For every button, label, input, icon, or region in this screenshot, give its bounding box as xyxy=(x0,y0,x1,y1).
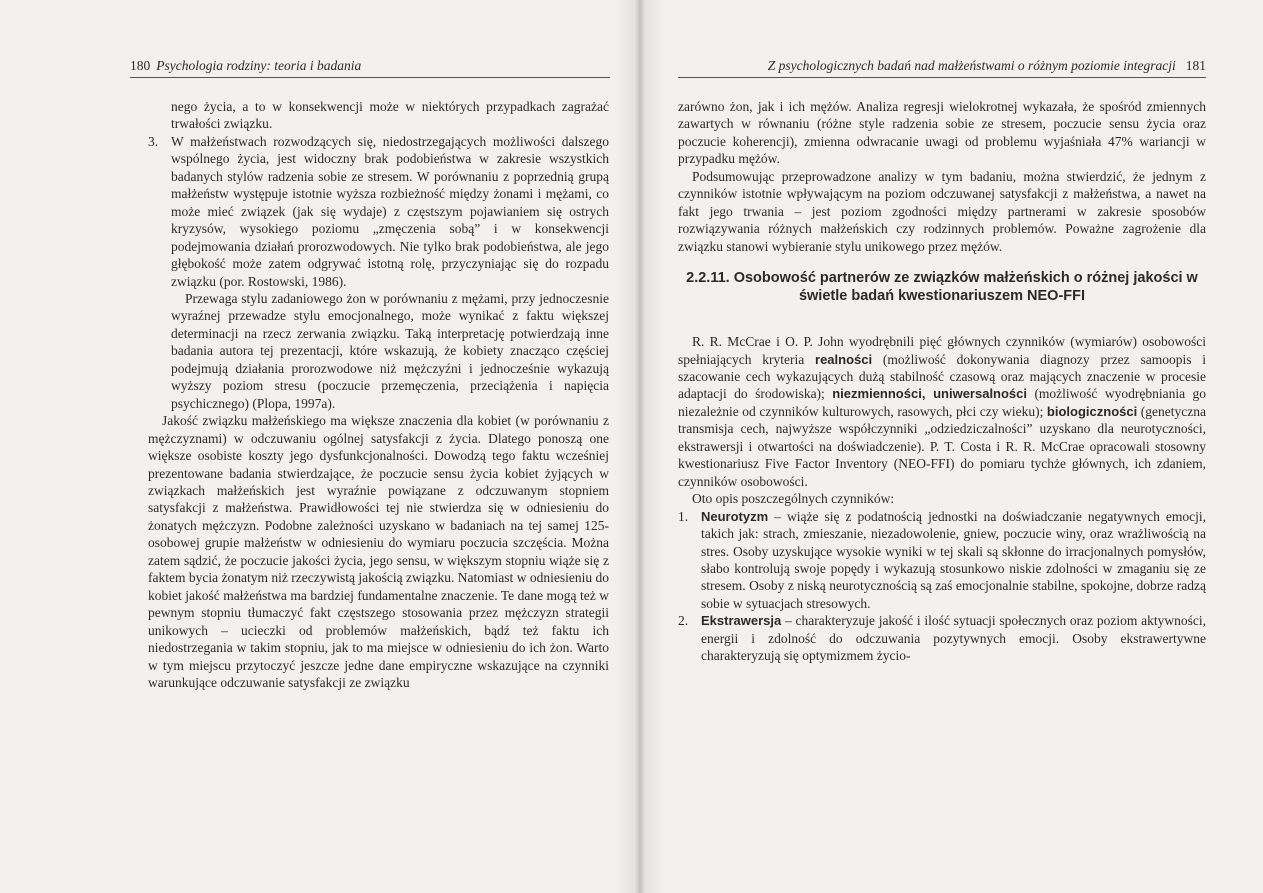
left-page xyxy=(0,0,630,893)
factor-name: Ekstrawersja xyxy=(701,613,782,629)
intro-paragraph: R. R. McCrae i O. P. John wyodrębnili pięć głównych czynników (wymiarów) osobowości spełniających kryteria realności (możliwość dokonywania diagnozy przez samoopis i szacowanie cech wykazujących dużą stabilność czasową oraz mających znaczenie w procesie adaptacji do środowiska); niezmienności, uniwersalności (możliwość wyodrębniania go niezależnie od czynników kulturowych, rasowych, płci czy wieku); biologiczności (genetyczna transmisja cech, najwyższe współczynniki „odziedziczalności” uzyskano dla neurotyczności, ekstrawersji i otwartości na doświadczenie). P. T. Costa i R. R. McCrae opracowali stosowny kwestionariusz Five Factor Inventory (NEO-FFI) do pomiaru tychże głównych, ich zdaniem, czynników osobowości. xyxy=(678,334,1206,489)
right-body xyxy=(678,98,1206,665)
list-item-continued: Przewaga stylu zadaniowego żon w porównaniu z mężami, przy jednoczesnie wyraźnej przewadze stylu emocjonalnego, może wynikać z faktu większej determinacji na rzecz zerwania związku. Taką interpretację potwierdzają inne badania autora tej prezentacji, które wskazują, że kobiety znacząco częściej podejmują działania prorozwodowe niż mężczyźni i jednocześnie wykazują wyższy poziom stresu (poczucie przemęczenia, przeciążenia i napięcia psychicznego) (Plopa, 1997a). xyxy=(171,290,609,411)
factor-name: Neurotyzm xyxy=(701,508,769,524)
section-heading: 2.2.11. Osobowość partnerów ze związków małżeńskich o różnej jakości w świetle badań kwestionariuszem NEO-FFI xyxy=(686,270,1198,305)
left-body xyxy=(148,98,609,691)
running-title: Psychologia rodziny: teoria i badania xyxy=(156,58,362,73)
list-number: 3. xyxy=(148,133,159,149)
list-item: 1. Neurotyzm – wiąże się z podatnością jednostki na doświadczanie negatywnych emocji, takich jak: strach, zmieszanie, niezadowolenie, gniew, poczucie winy, oraz wrażliwością na stres. Osoby uzyskujące wysokie wyniki w tej skali są skłonne do irracjonalnych pomysłów, słabo kontrolują swoje popędy i wykazują stosunkowo niskie zdolności w zmaganiu się ze stresem. Osoby z niską neurotycznością są zaś emocjonalnie stabilne, spokojne, dobrze radzą sobie w sytuacjach stresowych. xyxy=(678,508,1206,611)
list-item-text: W małżeństwach rozwodzących się, niedostrzegających możliwości dalszego wspólnego życia, jest widoczny brak podobieństwa w zakresie wszystkich badanych stylów radzenia sobie ze stresem. W porównaniu z poprzednią grupą małżeństw występuje istotnie wyższa rozbieżność między żonami i mężami, co może mieć związek (jak się wydaje) z częstszym pojawianiem się ostrych kryzysów, wysokiego poziomu „zmęczenia sobą” i w konsekwencji podejmowania działań prorozwodowych. Nie tylko brak podobieństwa, ale jego głębokość może zatem odgrywać istotną rolę, przyczyniając się do rozpadu związku (por. Rostowski, 1986). xyxy=(171,133,609,289)
left-running-head xyxy=(130,58,610,78)
list-item: 2. Ekstrawersja – charakteryzuje jakość i ilość sytuacji społecznych oraz poziom aktywności, energii i zdolność do odczuwania pozytywnych emocji. Osoby ekstrawertywne charakteryzują się optymizmem życio- xyxy=(678,613,1206,664)
right-running-head xyxy=(678,58,1206,78)
list-number: 1. xyxy=(678,508,689,524)
list-number: 2. xyxy=(678,613,689,629)
paragraph: zarówno żon, jak i ich mężów. Analiza regresji wielokrotnej wykazała, że spośród zmiennych zawartych w równaniu (różne style radzenia sobie ze stresem, poczucie sensu życia oraz poczucie koherencji), zmienna odwracanie uwagi od problemu wyjaśniała 47% wariancji w przypadku mężów. xyxy=(678,99,1206,167)
list-continuation: nego życia, a to w konsekwencji może w niektórych przypadkach zagrażać trwałości związku. xyxy=(171,99,609,132)
list-item-3 xyxy=(148,133,609,412)
paragraph: Jakość związku małżeńskiego ma większe znaczenia dla kobiet (w porównaniu z mężczyznami) w odczuwaniu ogólnej satysfakcji z życia. Dlatego ponoszą one większe osobiste koszty jego dysfunkcjonalności. Dowodzą tego faktu wcześniej prezentowane badania stwierdzające, że poczucie sensu życia kobiet żyjących w związkach małżeńskich jest wyraźnie powiązane z odczuwanym stopniem satysfakcji z małżeństwa. Prawidłowości tej nie stwierdza się w odniesieniu do żonatych mężczyzn. Podobne zależności uzyskano w badaniach na tej samej 125-osobowej grupie małżeństw w odniesieniu do wymiaru poczucia szczęścia. Można zatem sądzić, że poczucie jakości życia, jego sensu, w większym stopniu wiąże się z faktem bycia żonatym niż rzeczywistą jakością związku. Natomiast w odniesieniu do kobiet jakość małżeństwa ma bardziej fundamentalne znaczenie. Te dane mogą też w pewnym stopniu tłumaczyć fakt częstszego stosowania przez mężczyzn strategii unikowych – ucieczki od problemów małżeńskich, bądź też faktu ich niedostrzegania w takim stopniu, jak to ma miejsce w odniesieniu do ich żon. Warto w tym miejscu przytoczyć jeszcze jedne dane empiryczne wskazujące na czynniki warunkujące odczuwanie satysfakcji ze związku xyxy=(148,413,609,690)
lead-in: Oto opis poszczególnych czynników: xyxy=(692,491,895,507)
paragraph: Podsumowując przeprowadzone analizy w tym badaniu, można stwierdzić, że jednym z czynników istotnie wpływającym na poziom odczuwanej satysfakcji z małżeństwa, a nawet na fakt jego trwania – jest poziom zgodności między partnerami w zakresie sposobów rozwiązywania różnych małżeńskich czy rodzinnych problemów. Poważne zagrożenie dla związku stanowi wybieranie stylu unikowego przez mężów. xyxy=(678,168,1206,254)
running-title: Z psychologicznych badań nad małżeństwami o różnym poziomie integracji xyxy=(767,58,1176,73)
right-page xyxy=(648,0,1263,893)
page-number: 180 xyxy=(130,58,151,73)
page-number: 181 xyxy=(1185,58,1206,73)
